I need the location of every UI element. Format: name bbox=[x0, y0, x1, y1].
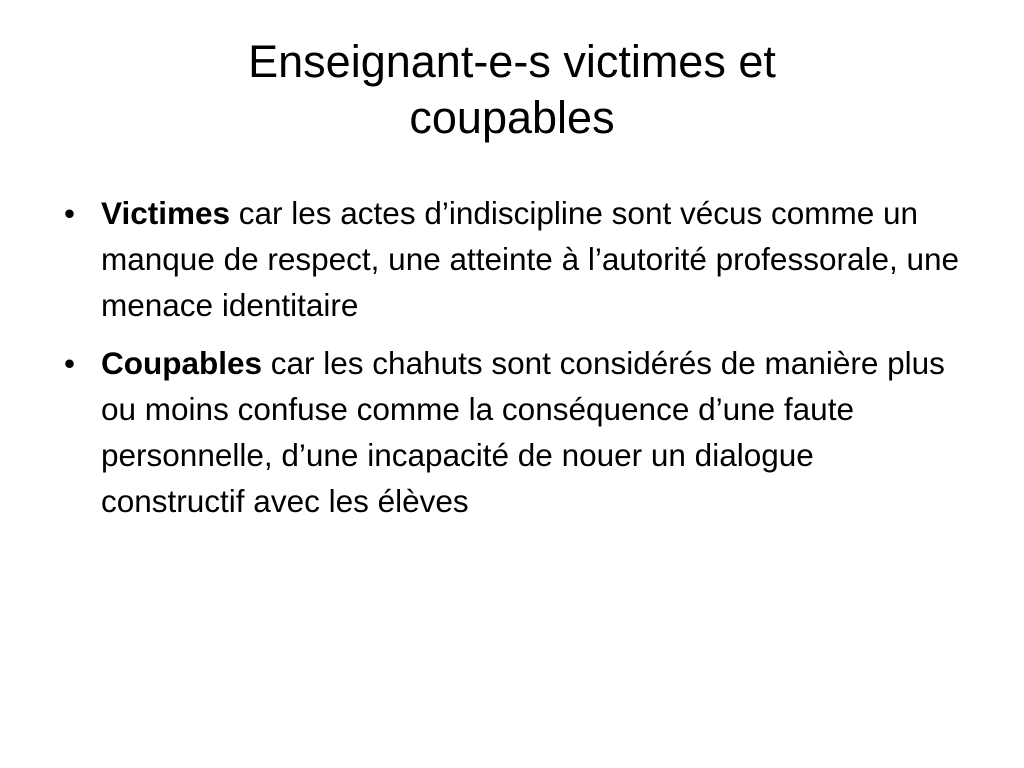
bullet-dot-icon: • bbox=[64, 195, 76, 231]
bullet-item-victimes bbox=[0, 190, 1024, 328]
bullet-term-victimes: Victimes bbox=[101, 195, 230, 231]
bullet-item-coupables bbox=[0, 340, 1024, 524]
bullet-text-victimes: car les actes d’indiscipline sont vécus comme un manque de respect, une atteinte à l’autorité professorale, une menace identitaire bbox=[101, 195, 960, 323]
bullet-dot-icon: • bbox=[64, 345, 76, 381]
slide-title bbox=[80, 34, 944, 146]
bullet-term-coupables: Coupables bbox=[101, 345, 263, 381]
slide-title-line-1: Enseignant-e-s victimes et bbox=[248, 36, 776, 87]
slide-title-line-2: coupables bbox=[409, 92, 615, 143]
bullet-list bbox=[0, 190, 1024, 536]
bullet-text-coupables: car les chahuts sont considérés de manière plus ou moins confuse comme la conséquence d’une faute personnelle, d’une incapacité de nouer un dialogue constructif avec les élèves bbox=[101, 345, 945, 519]
